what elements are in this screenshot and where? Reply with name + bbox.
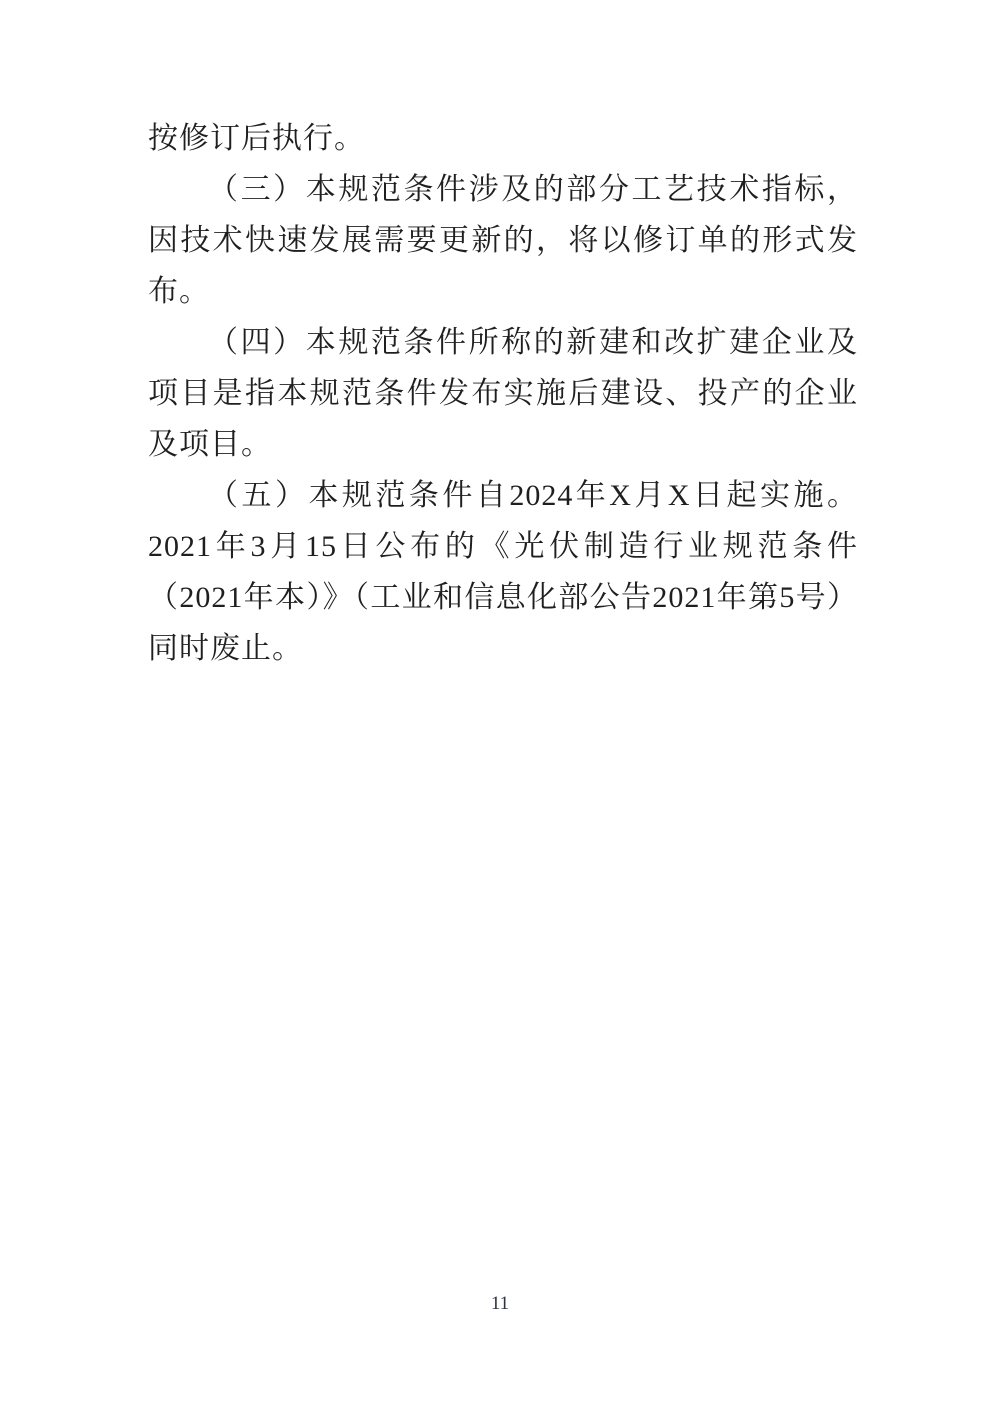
paragraph-item-3: （三）本规范条件涉及的部分工艺技术指标，因技术快速发展需要更新的，将以修订单的形式发布。 (148, 173, 858, 308)
paragraph-item-4: （四）本规范条件所称的新建和改扩建企业及项目是指本规范条件发布实施后建设、投产的企业及项目。 (148, 326, 858, 461)
page-number: 11 (490, 1293, 510, 1314)
body-text (148, 113, 858, 674)
page-footer (0, 1293, 1000, 1315)
paragraph-continuation: 按修订后执行。 (148, 122, 365, 155)
paragraph-item-5: （五）本规范条件自2024年X月X日起实施。2021年3月15日公布的《光伏制造行业规范条件（2021年本）》（工业和信息化部公告2021年第5号）同时废止。 (148, 479, 858, 665)
